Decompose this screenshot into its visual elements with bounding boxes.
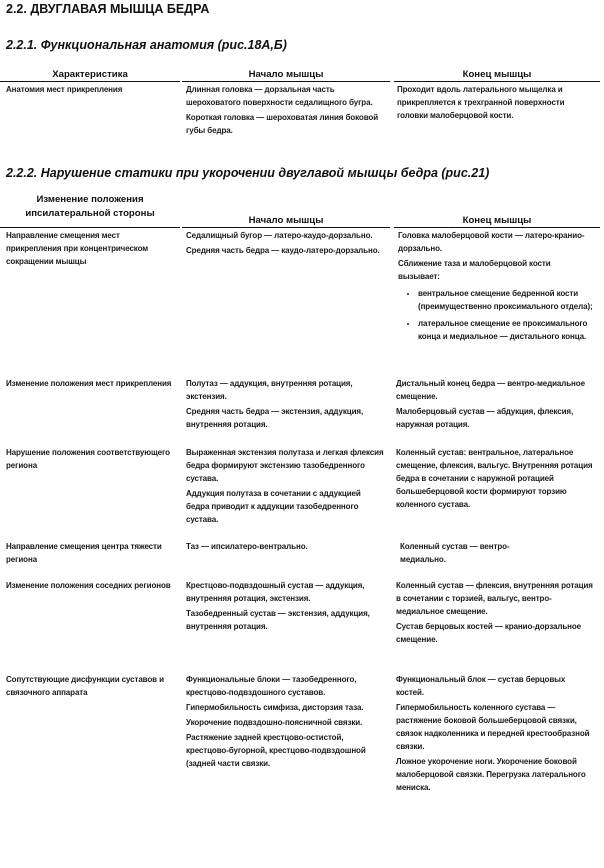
s2-row6-label: Сопутствующие дисфункции суставов и связочного аппарата [6, 675, 164, 697]
s2-row5-end [396, 579, 594, 648]
s2-row2-label: Изменение положения мест прикрепления [6, 379, 172, 388]
s2-row3-end-1: Коленный сустав: вентральное, латеральное смещение, флексия, вальгус. Внутренняя ротация бедра в сочетании с наружной ротацией большеберцовой кости формируют торзию коленного сустава. [396, 448, 593, 509]
s2-row4-start [186, 540, 386, 555]
s2-row6-start-2: Гипермобильность симфиза, дисторзия таза. [186, 703, 364, 712]
s2-row2-start [186, 377, 386, 433]
s2-col-header-end: Конец мышцы [462, 215, 532, 226]
s1-row-start [186, 83, 386, 139]
s2-row6-end [396, 673, 594, 796]
s2-row2-end [396, 377, 594, 433]
s2-row6-start-3: Укорочение подвздошно-поясничной связки. [186, 718, 363, 727]
s1-start-text-2: Короткая головка — шероховатая линия боковой губы бедра. [186, 113, 379, 135]
s1-col-header-start: Начало мышцы [248, 69, 324, 80]
s2-row3-end [396, 446, 594, 513]
s2-row1-end-bullets [398, 287, 594, 343]
s2-col-header-change [0, 193, 180, 221]
s2-row6-end-3: Ложное укорочение ноги. Укорочение боковой малоберцовой связки. Перегрузка латерального мениска. [396, 757, 586, 792]
s1-col-header-end: Конец мышцы [462, 69, 532, 80]
s1-header-rule-1 [0, 81, 180, 82]
s2-header-rule-1 [0, 227, 180, 228]
s2-row5-start-2: Тазобедренный сустав — экстензия, аддукция, внутренняя ротация. [186, 609, 370, 631]
s2-col-header-start: Начало мышцы [248, 215, 324, 226]
s1-row-end [397, 83, 593, 124]
s2-row5-end-2: Сустав берцовых костей — кранио-дорзальное смещение. [396, 622, 582, 644]
section2-heading: 2.2.2. Нарушение статики при укорочении двуглавой мышцы бедра (рис.21) [6, 166, 490, 180]
s2-row3-label: Нарушение положения соответствующего региона [6, 448, 170, 470]
s1-header-rule-2 [182, 81, 390, 82]
s2-row4-start-1: Таз — ипсилатеро-вентрально. [186, 542, 308, 551]
s2-col-header-line1: Изменение положения [36, 194, 144, 205]
s2-row3-start-2: Аддукция полутаза в сочетании с аддукцией бедра приводит к аддукции тазобедренного сустава. [186, 489, 361, 524]
s2-row4-label: Направление смещения центра тяжести региона [6, 542, 162, 564]
s2-row1-start [186, 229, 386, 259]
s2-row6-start [186, 673, 386, 772]
s2-row5-start [186, 579, 386, 635]
s2-col-header-line2: ипсилатеральной стороны [25, 208, 155, 219]
s2-row5-end-1: Коленный сустав — флексия, внутренняя ротация в сочетании с торзией, вальгус, вентро-медиальное смещение. [396, 581, 593, 616]
s2-row2-end-2: Малоберцовый сустав — абдукция, флексия, наружная ротация. [396, 407, 574, 429]
s2-row6-end-1: Функциональный блок — сустав берцовых костей. [396, 675, 566, 697]
s2-row2-end-1: Дистальный конец бедра — вентро-медиальное смещение. [396, 379, 585, 401]
s2-row5-start-1: Крестцово-подвздошный сустав — аддукция, внутренняя ротация, экстензия. [186, 581, 365, 603]
s2-row2-start-1: Полутаз — аддукция, внутренняя ротация, экстензия. [186, 379, 353, 401]
s2-row6-start-1: Функциональные блоки — тазобедренного, крестцово-подвздошного суставов. [186, 675, 357, 697]
section1-heading: 2.2.1. Функциональная анатомия (рис.18А,Б) [6, 38, 287, 52]
s2-row1-start-2: Средняя часть бедра — каудо-латеро-дорзально. [186, 246, 380, 255]
s2-row1-end [398, 229, 594, 347]
s2-header-rule-2 [182, 227, 390, 228]
s1-end-text-1: Проходит вдоль латерального мыщелка и прикрепляется к трехгранной поверхности головки малоберцовой кости. [397, 85, 565, 120]
s2-row1-start-1: Седалищный бугор — латеро-каудо-дорзально. [186, 231, 373, 240]
s1-header-rule-3 [394, 81, 600, 82]
s2-header-rule-3 [394, 227, 600, 228]
s1-row-label: Анатомия мест прикрепления [6, 85, 123, 94]
s1-col-header-characteristic: Характеристика [52, 69, 128, 80]
s2-row1-end-bullet-1: • вентральное смещение бедренной кости (преимущественно проксимального отдела); [418, 287, 594, 313]
s2-row6-end-2: Гипермобильность коленного сустава — растяжение боковой большеберцовой связки, связок надколенника и передней крестообразной связки. [396, 703, 590, 751]
s2-row4-end-1: Коленный сустав — вентро-медиально. [400, 542, 510, 564]
s2-row3-start [186, 446, 386, 528]
s2-row6-start-4: Растяжение задней крестцово-остистой, крестцово-бугорной, крестцово-подвздошной (задней части связки. [186, 733, 366, 768]
s2-row1-label: Направление смещения мест прикрепления при концентрическом сокращении мышцы [6, 231, 149, 266]
s2-row4-end [400, 540, 550, 568]
s2-row1-end-bullet-2: • латеральное смещение ее проксимального конца и медиальное — дистального конца. [418, 317, 594, 343]
s2-row3-start-1: Выраженная экстензия полутаза и легкая флексия бедра формируют экстензию тазобедренного сустава. [186, 448, 384, 483]
s2-row5-label: Изменение положения соседних регионов [6, 581, 171, 590]
s2-row2-start-2: Средняя часть бедра — экстензия, аддукция, внутренняя ротация. [186, 407, 364, 429]
page-title: 2.2. ДВУГЛАВАЯ МЫШЦА БЕДРА [6, 2, 210, 16]
s1-start-text-1: Длинная головка — дорзальная часть шероховатого поверхности седалищного бугра. [186, 85, 373, 107]
s2-row1-end-2: Сближение таза и малоберцовой кости вызывает: [398, 259, 551, 281]
s2-row1-end-1: Головка малоберцовой кости — латеро-кранио-дорзально. [398, 231, 585, 253]
